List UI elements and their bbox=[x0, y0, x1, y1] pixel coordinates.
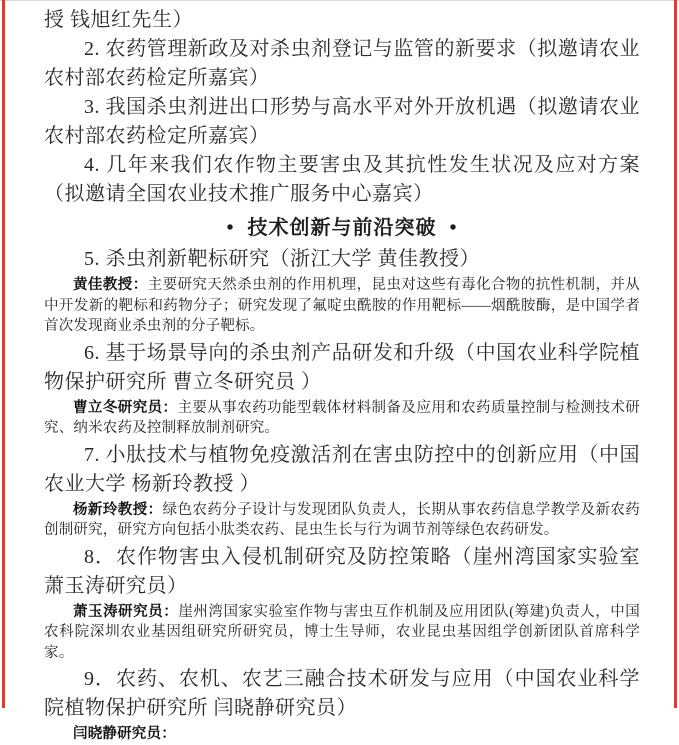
speaker-name: 曹立冬研究员： bbox=[73, 399, 178, 416]
speaker-name: 闫晓静研究员： bbox=[73, 726, 176, 742]
session-title-9: 9．农药、农机、农艺三融合技术研发与应用（中国农业科学院植物保护研究所 闫晓静研究员） bbox=[44, 668, 640, 719]
bullet-icon: • bbox=[226, 217, 235, 239]
speaker-bio-text: 主要研究天然杀虫剂的作用机理，昆虫对这些有毒化合物的抗性机制，并从中开发新的靶标和药物分子；研究发现了氟啶虫酰胺的作用靶标——烟酰胺酶，是中国学者首次发现商业杀虫剂的分子靶标。 bbox=[44, 277, 640, 334]
speaker-bio-7 bbox=[44, 500, 640, 541]
section-heading-text: 技术创新与前沿突破 bbox=[247, 217, 437, 239]
clipped-bottom-line bbox=[44, 724, 640, 742]
speaker-bio-6 bbox=[44, 398, 640, 439]
session-title-6: 6. 基于场景导向的杀虫剂产品研发和升级（中国农业科学院植物保护研究所 曹立冬研究员 ） bbox=[44, 341, 640, 393]
agenda-item-2: 2. 农药管理新政及对杀虫剂登记与监管的新要求（拟邀请农业农村部农药检定所嘉宾） bbox=[44, 38, 640, 89]
speaker-bio-text: 主要从事农药功能型载体材料制备及应用和农药质量控制与检测技术研究、纳米农药及控制释放制剂研究。 bbox=[44, 399, 641, 436]
speaker-bio-9 bbox=[44, 724, 640, 745]
red-border-right bbox=[674, 0, 677, 708]
bullet-icon: • bbox=[449, 217, 458, 239]
speaker-bio-8 bbox=[44, 602, 640, 664]
agenda-item-3: 3. 我国杀虫剂进出口形势与高水平对外开放机遇（拟邀请农业农村部农药检定所嘉宾） bbox=[44, 96, 640, 147]
speaker-name: 黄佳教授： bbox=[73, 277, 148, 293]
session-title-5: 5. 杀虫剂新靶标研究（浙江大学 黄佳教授） bbox=[84, 248, 480, 270]
top-edge-divider bbox=[0, 0, 679, 1]
continuation-line: 授 钱旭红先生） bbox=[44, 9, 193, 31]
section-heading bbox=[44, 213, 640, 243]
speaker-bio-5 bbox=[44, 275, 640, 337]
speaker-name: 萧玉涛研究员： bbox=[73, 603, 179, 620]
speaker-bio-text: 绿色农药分子设计与发现团队负责人，长期从事农药信息学教学及新农药创制研究，研究方向包括小肽类农药、昆虫生长与行为调节剂等绿色农药研发。 bbox=[44, 501, 640, 538]
session-title-8: 8．农作物害虫入侵机制研究及防控策略（崖州湾国家实验室 萧玉涛研究员） bbox=[44, 545, 640, 597]
agenda-item-4: 4. 几年来我们农作物主要害虫及其抗性发生状况及应对方案（拟邀请全国农业技术推广服务中心嘉宾） bbox=[44, 154, 640, 205]
session-title-7: 7. 小肽技术与植物免疫激活剂在害虫防控中的创新应用（中国农业大学 杨新玲教授 ） bbox=[44, 443, 640, 495]
red-border-left bbox=[2, 0, 5, 708]
speaker-bio-text: 崖州湾国家实验室作物与害虫互作机制及应用团队(筹建)负责人，中国农科院深圳农业基因组研究所研究员，博士生导师，农业昆虫基因组学创新团队首席科学家。 bbox=[44, 603, 640, 661]
speaker-name: 杨新玲教授： bbox=[73, 501, 163, 518]
